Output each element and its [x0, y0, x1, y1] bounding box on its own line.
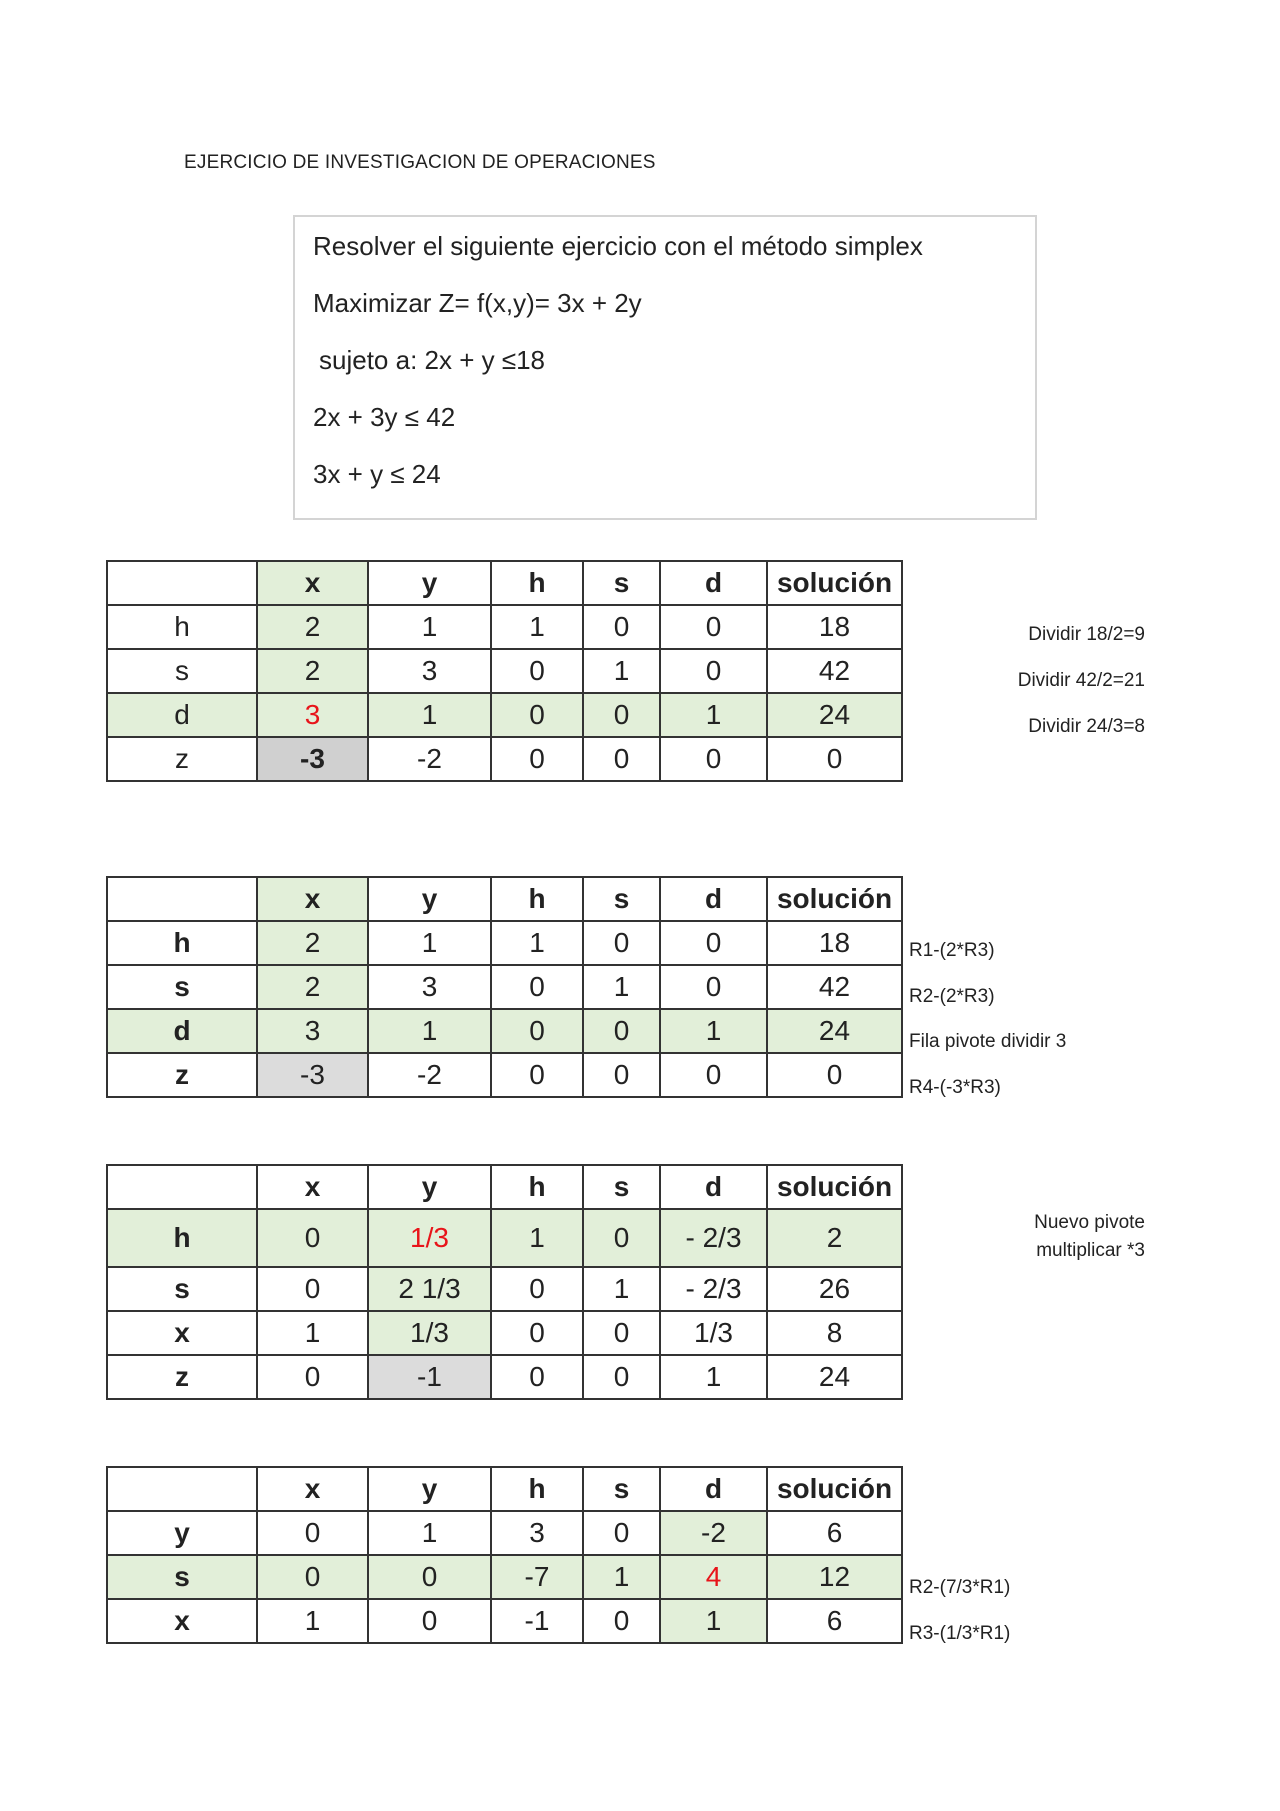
table-cell: 24: [767, 1355, 902, 1399]
table-cell: - 2/3: [660, 1267, 767, 1311]
table-cell: 1: [660, 1355, 767, 1399]
table-cell: 0: [767, 737, 902, 781]
pivot-cell: 1/3: [368, 1209, 491, 1267]
operation-note: Fila pivote dividir 3: [909, 1031, 1067, 1052]
table-cell: -2: [368, 1053, 491, 1097]
table-cell: 1: [368, 1511, 491, 1555]
table-cell: 0: [491, 1267, 583, 1311]
table-row: [107, 1311, 902, 1355]
table-row: [107, 737, 902, 781]
header-cell: solución: [767, 877, 902, 921]
table-cell: 6: [767, 1511, 902, 1555]
header-cell: y: [368, 1467, 491, 1511]
header-cell: s: [583, 1165, 660, 1209]
table-cell: 0: [257, 1555, 368, 1599]
table-cell: 0: [257, 1209, 368, 1267]
operation-note: R2-(2*R3): [909, 986, 995, 1007]
table-cell: 1: [583, 965, 660, 1009]
table-cell: 2: [257, 965, 368, 1009]
simplex-table-1: [106, 560, 903, 782]
table-cell: 24: [767, 693, 902, 737]
table-cell: 0: [660, 605, 767, 649]
header-cell: x: [257, 1467, 368, 1511]
table-row: [107, 1053, 902, 1097]
header-cell: h: [491, 877, 583, 921]
row-label: x: [107, 1311, 257, 1355]
row-label: s: [107, 965, 257, 1009]
table-cell: 2: [257, 605, 368, 649]
row-label: s: [107, 649, 257, 693]
table-cell: 1/3: [368, 1311, 491, 1355]
table-header-row: [107, 877, 902, 921]
table-cell: 0: [257, 1511, 368, 1555]
row-label: x: [107, 1599, 257, 1643]
operation-note: R1-(2*R3): [909, 940, 995, 961]
table-cell: 0: [583, 1311, 660, 1355]
ratio-note: Dividir 42/2=21: [1017, 670, 1145, 691]
operation-note: R2-(7/3*R1): [909, 1577, 1011, 1598]
table-cell: 1: [583, 649, 660, 693]
table-cell: 3: [491, 1511, 583, 1555]
table-cell: 2: [767, 1209, 902, 1267]
header-cell: h: [491, 1467, 583, 1511]
table-cell: 0: [491, 737, 583, 781]
table-header-row: [107, 1467, 902, 1511]
simplex-table-2: [106, 876, 903, 1098]
simplex-table-3: [106, 1164, 903, 1400]
ratio-note: Dividir 18/2=9: [1028, 624, 1145, 645]
table-cell: 3: [368, 649, 491, 693]
table-cell: 42: [767, 965, 902, 1009]
table-cell: 0: [257, 1267, 368, 1311]
table-cell: 0: [368, 1599, 491, 1643]
table-row: [107, 1599, 902, 1643]
table-cell: 0: [583, 1009, 660, 1053]
pivot-row: [107, 1209, 902, 1267]
objective-function: Maximizar Z= f(x,y)= 3x + 2y: [313, 288, 642, 318]
table-header-row: [107, 1165, 902, 1209]
table-cell: 18: [767, 921, 902, 965]
row-label: s: [107, 1555, 257, 1599]
header-cell: [107, 1467, 257, 1511]
row-label: y: [107, 1511, 257, 1555]
table-cell: - 2/3: [660, 1209, 767, 1267]
header-cell: y: [368, 877, 491, 921]
row-label: h: [107, 1209, 257, 1267]
table-cell: 1: [491, 921, 583, 965]
table-cell: 2: [257, 649, 368, 693]
table-row: [107, 605, 902, 649]
row-label: z: [107, 1355, 257, 1399]
constraint-1: sujeto a: 2x + y ≤18: [319, 345, 546, 375]
header-cell: y: [368, 561, 491, 605]
table-cell: 0: [583, 1209, 660, 1267]
row-label: h: [107, 605, 257, 649]
table-cell: 1: [491, 605, 583, 649]
table-row: [107, 1511, 902, 1555]
row-label: d: [107, 693, 257, 737]
problem-statement-box: [293, 215, 1037, 520]
table-row: [107, 649, 902, 693]
pivot-cell: 3: [257, 693, 368, 737]
table-cell: 18: [767, 605, 902, 649]
table-row: [107, 965, 902, 1009]
constraint-3: 3x + y ≤ 24: [313, 459, 441, 489]
table-cell: 0: [583, 737, 660, 781]
pivot-row: [107, 1009, 902, 1053]
table-cell: -3: [257, 737, 368, 781]
header-cell: y: [368, 1165, 491, 1209]
row-label: d: [107, 1009, 257, 1053]
header-cell: x: [257, 877, 368, 921]
table-cell: 0: [660, 965, 767, 1009]
table-cell: 0: [583, 1599, 660, 1643]
table-cell: 3: [368, 965, 491, 1009]
table-cell: 0: [583, 1511, 660, 1555]
table-cell: 1: [583, 1555, 660, 1599]
row-label: h: [107, 921, 257, 965]
table-cell: 1: [368, 605, 491, 649]
table-header-row: [107, 561, 902, 605]
table-cell: 1: [368, 1009, 491, 1053]
table-cell: 0: [660, 737, 767, 781]
pivot-cell: 4: [660, 1555, 767, 1599]
table-cell: 0: [583, 1053, 660, 1097]
table-cell: -1: [368, 1355, 491, 1399]
table-row: [107, 1267, 902, 1311]
table-cell: 0: [368, 1555, 491, 1599]
table-cell: 0: [583, 693, 660, 737]
document-title: EJERCICIO DE INVESTIGACION DE OPERACIONES: [184, 152, 656, 173]
header-cell: d: [660, 1467, 767, 1511]
table-cell: 1/3: [660, 1311, 767, 1355]
table-cell: -7: [491, 1555, 583, 1599]
table-cell: 0: [491, 1053, 583, 1097]
table-cell: 1: [660, 1009, 767, 1053]
table-cell: 0: [491, 693, 583, 737]
header-cell: s: [583, 1467, 660, 1511]
table-cell: 0: [491, 965, 583, 1009]
table-cell: 42: [767, 649, 902, 693]
row-label: z: [107, 1053, 257, 1097]
table-cell: 1: [257, 1311, 368, 1355]
header-cell: [107, 1165, 257, 1209]
header-cell: d: [660, 561, 767, 605]
simplex-table-4: [106, 1466, 903, 1644]
table-row: [107, 921, 902, 965]
table-cell: -2: [660, 1511, 767, 1555]
table-cell: 0: [491, 649, 583, 693]
table-cell: 8: [767, 1311, 902, 1355]
header-cell: x: [257, 1165, 368, 1209]
table-cell: 0: [491, 1311, 583, 1355]
header-cell: h: [491, 1165, 583, 1209]
table-cell: 0: [491, 1355, 583, 1399]
table-cell: 1: [368, 693, 491, 737]
table-cell: 1: [660, 693, 767, 737]
table-cell: 0: [583, 605, 660, 649]
operation-note: R4-(-3*R3): [909, 1077, 1001, 1098]
table-cell: -2: [368, 737, 491, 781]
table-cell: 2: [257, 921, 368, 965]
constraint-2: 2x + 3y ≤ 42: [313, 402, 456, 432]
table-cell: 0: [660, 921, 767, 965]
header-cell: solución: [767, 1467, 902, 1511]
table-cell: 1: [257, 1599, 368, 1643]
table-cell: -3: [257, 1053, 368, 1097]
header-cell: [107, 877, 257, 921]
pivot-note: multiplicar *3: [1036, 1240, 1145, 1261]
table-cell: 1: [660, 1599, 767, 1643]
problem-instruction: Resolver el siguiente ejercicio con el método simplex: [313, 231, 923, 261]
pivot-note: Nuevo pivote: [1034, 1212, 1145, 1233]
table-cell: 0: [491, 1009, 583, 1053]
table-cell: 0: [257, 1355, 368, 1399]
table-cell: 0: [767, 1053, 902, 1097]
table-cell: 1: [583, 1267, 660, 1311]
table-cell: 12: [767, 1555, 902, 1599]
header-cell: s: [583, 561, 660, 605]
table-cell: 0: [583, 921, 660, 965]
header-cell: s: [583, 877, 660, 921]
row-label: s: [107, 1267, 257, 1311]
table-cell: 1: [491, 1209, 583, 1267]
header-cell: solución: [767, 561, 902, 605]
header-cell: [107, 561, 257, 605]
table-cell: 0: [660, 649, 767, 693]
header-cell: d: [660, 1165, 767, 1209]
operation-note: R3-(1/3*R1): [909, 1623, 1011, 1644]
table-cell: 0: [583, 1355, 660, 1399]
table-cell: 1: [368, 921, 491, 965]
header-cell: solución: [767, 1165, 902, 1209]
pivot-row: [107, 1555, 902, 1599]
table-cell: 24: [767, 1009, 902, 1053]
table-row: [107, 1355, 902, 1399]
table-cell: -1: [491, 1599, 583, 1643]
table-cell: 3: [257, 1009, 368, 1053]
header-cell: d: [660, 877, 767, 921]
pivot-row: [107, 693, 902, 737]
table-cell: 6: [767, 1599, 902, 1643]
header-cell: h: [491, 561, 583, 605]
row-label: z: [107, 737, 257, 781]
table-cell: 0: [660, 1053, 767, 1097]
header-cell: x: [257, 561, 368, 605]
ratio-note: Dividir 24/3=8: [1028, 716, 1145, 737]
table-cell: 2 1/3: [368, 1267, 491, 1311]
table-cell: 26: [767, 1267, 902, 1311]
